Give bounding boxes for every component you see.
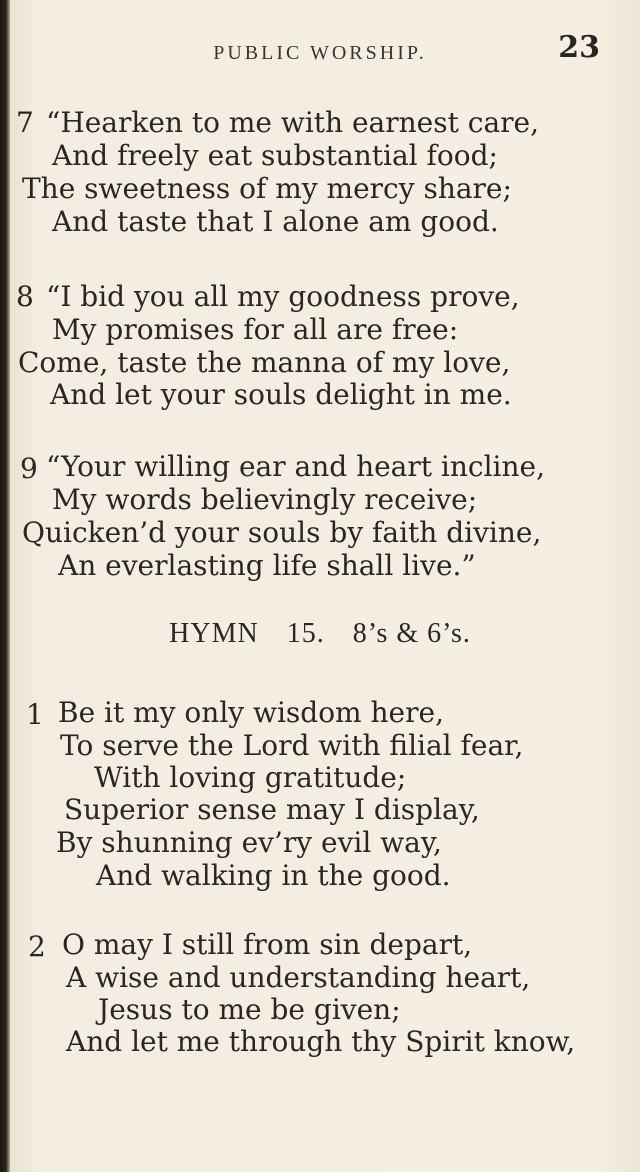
verse-line: O may I still from sin depart, (62, 928, 473, 961)
verse-line: My promises for all are free: (52, 313, 459, 346)
verse-line: Jesus to me be given; (98, 993, 401, 1026)
verse-line: “I bid you all my goodness prove, (46, 280, 520, 313)
verse-line: And walking in the good. (96, 859, 451, 892)
verse-line: “Hearken to me with earnest care, (46, 106, 539, 139)
verse-number: 1 (26, 698, 44, 731)
hymn-meter: 8’s & 6’s. (352, 618, 471, 649)
verse-line: A wise and understanding heart, (66, 961, 531, 994)
verse-line: With loving gratitude; (94, 761, 407, 794)
page-number: 23 (558, 30, 600, 65)
verse-line: And let me through thy Spirit know, (66, 1025, 576, 1058)
verse-line: “Your willing ear and heart incline, (46, 450, 545, 483)
verse-number: 2 (28, 930, 46, 963)
verse-line: Quicken’d your souls by faith divine, (22, 516, 542, 549)
verse-line: Come, taste the manna of my love, (18, 346, 511, 379)
verse-line: My words believingly receive; (52, 483, 478, 516)
verse-line: And taste that I alone am good. (52, 205, 499, 238)
verse-line: And let your souls delight in me. (50, 378, 512, 411)
verse-number: 9 (20, 452, 38, 485)
hymn-label: HYMN (169, 618, 259, 649)
verse-number: 8 (16, 280, 34, 313)
book-spine (0, 0, 10, 1172)
verse-line: By shunning ev’ry evil way, (56, 826, 442, 859)
verse-line: And freely eat substantial food; (52, 139, 498, 172)
verse-number: 7 (16, 106, 34, 139)
hymn-heading (0, 618, 640, 650)
verse-line: Superior sense may I display, (64, 793, 480, 826)
verse-line: An everlasting life shall live.” (58, 549, 476, 582)
verse-line: Be it my only wisdom here, (58, 696, 444, 729)
verse-line: To serve the Lord with filial fear, (60, 729, 524, 762)
running-header: PUBLIC WORSHIP. (213, 42, 427, 64)
hymn-number: 15. (286, 618, 325, 649)
verse-line: The sweetness of my mercy share; (22, 172, 512, 205)
